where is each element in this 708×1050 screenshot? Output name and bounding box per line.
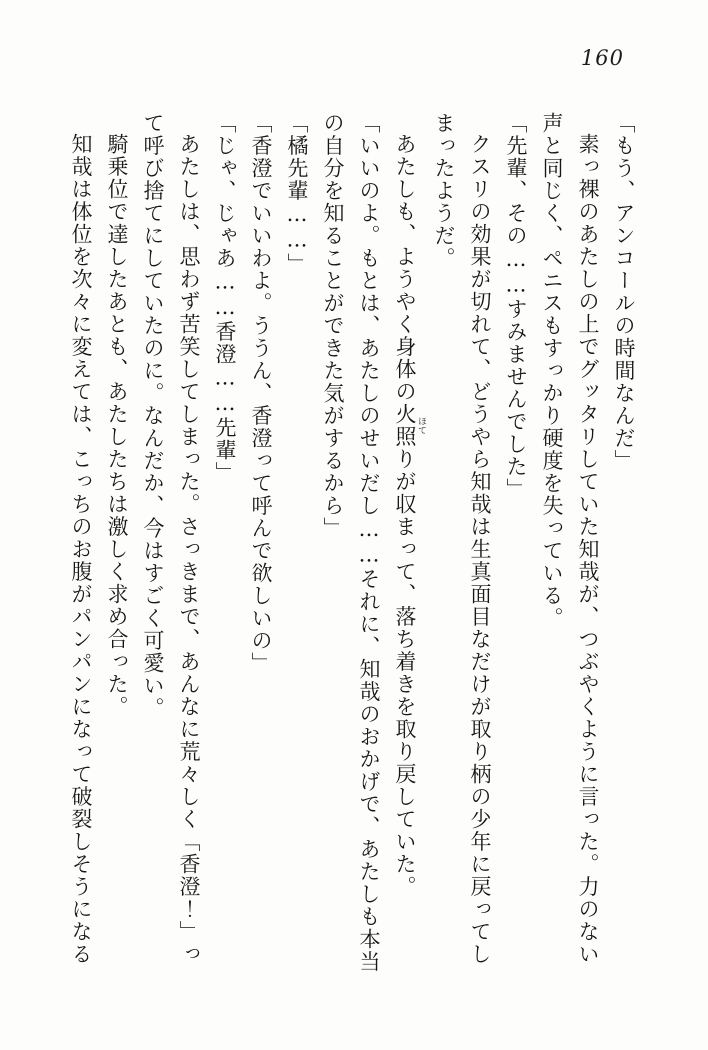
ruby-word [393, 403, 426, 448]
text-column-dialogue: 「じゃ、じゃあ……香澄……先輩」 [213, 112, 237, 484]
text-column: まったようだ。 [432, 112, 456, 270]
text-column: て呼び捨てにしていたのに。なんだか、今はすごく可愛い。 [141, 112, 165, 720]
text-segment: りが収まって、落ち着きを取り戻していた。 [393, 448, 417, 898]
text-block [63, 112, 642, 1006]
text-column-dialogue: 「いいのよ。もとは、あたしのせいだし……それに、知哉のおかげで、あたしも本当 [357, 112, 381, 973]
text-column: の自分を知ることができた気がするから」 [321, 112, 345, 540]
text-column: 知哉は体位を次々に変えては、こっちのお腹がパンパンになって破裂しそうになる [69, 133, 93, 966]
text-column-dialogue: 「もう、アンコールの時間なんだ」 [612, 112, 636, 472]
text-column: クスリの効果が切れて、どうやら知哉は生真面目なだけが取り柄の少年に戻ってし [468, 133, 492, 966]
text-column-dialogue: 「橘先輩……」 [285, 112, 309, 276]
text-column: あたしは、思わず苦笑してしまった。さっきまで、あんなに荒々しく「香澄！」っ [177, 133, 201, 966]
text-column: 騎乗位で達したあとも、あたしたちは激しく求め合った。 [105, 133, 129, 718]
ruby-furigana: ほて [416, 403, 426, 448]
text-segment: あたしも、ようやく身体の [393, 133, 417, 403]
text-column: 素っ裸のあたしの上でグッタリしていた知哉が、つぶやくように言った。力のない [576, 133, 600, 966]
text-column-dialogue: 「香澄でいいわよ。ううん、香澄って呼んで欲しいの」 [249, 112, 273, 675]
text-column: 声と同じく、ペニスもすっかり硬度を失っている。 [540, 112, 564, 630]
page-number: 160 [580, 46, 624, 70]
ruby-base: 火照 [393, 403, 417, 448]
text-column-with-ruby [387, 112, 426, 1006]
text-column-dialogue: 「先輩、その……すみませんでした」 [504, 112, 528, 501]
